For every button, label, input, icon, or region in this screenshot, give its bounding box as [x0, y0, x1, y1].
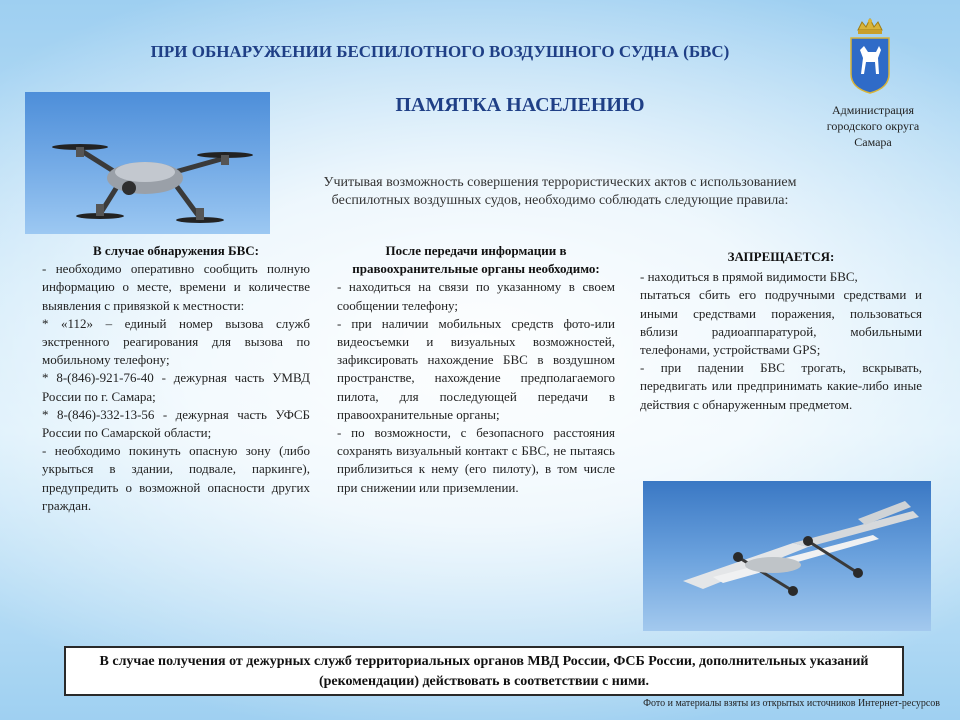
- fixed-wing-drone-photo: [643, 481, 931, 631]
- administration-label: [808, 102, 938, 150]
- prohibited-column: [640, 248, 922, 414]
- intro-line-1: Учитывая возможность совершения террористических актов с использованием: [323, 175, 797, 190]
- page-title: ПРИ ОБНАРУЖЕНИИ БЕСПИЛОТНОГО ВОЗДУШНОГО СУДНА (БВС): [150, 42, 730, 61]
- detection-item: * 8-(846)-332-13-56 - дежурная часть УФСБ России по Самарской области;: [42, 406, 310, 441]
- prohibited-item: пытаться сбить его подручными средствами и иными средствами поражения, пользоваться вблизи радиоаппаратурой, мобильными телефонами, устройствами GPS;: [640, 287, 922, 358]
- intro-text: [285, 174, 835, 210]
- prohibited-heading: ЗАПРЕЩАЕТСЯ:: [727, 249, 835, 264]
- detection-heading: В случае обнаружения БВС:: [93, 243, 259, 258]
- detection-item: - необходимо покинуть опасную зону (либо укрыться в здании, подвале, паркинге), предупредить о возможной опасности других граждан.: [42, 443, 310, 513]
- after-report-column: [337, 242, 615, 497]
- intro-line-2: беспилотных воздушных судов, необходимо соблюдать следующие правила:: [331, 193, 789, 208]
- detection-item: * 8-(846)-921-76-40 - дежурная часть УМВД России по г. Самара;: [42, 370, 310, 404]
- after-report-heading: После передачи информации в правоохранительные органы необходимо:: [352, 243, 600, 277]
- admin-line-1: Администрация: [831, 103, 915, 117]
- source-footnote: Фото и материалы взяты из открытых источников Интернет-ресурсов: [643, 698, 940, 709]
- notice-box: В случае получения от дежурных служб территориальных органов МВД России, ФСБ России, дополнительных указаний (рекомендации) действовать в соответствии с ними.: [64, 646, 904, 696]
- prohibited-item: - находиться в прямой видимости БВС,: [640, 269, 858, 285]
- after-report-item: - находиться на связи по указанному в своем сообщении телефону;: [337, 279, 615, 313]
- detection-column: [42, 242, 310, 515]
- page-subtitle: ПАМЯТКА НАСЕЛЕНИЮ: [395, 94, 645, 116]
- detection-item: * «112» – единый номер вызова служб экстренного реагирования для вызова по мобильному телефону;: [42, 315, 310, 368]
- detection-item: - необходимо оперативно сообщить полную информацию о месте, времени и количестве выявления с привязкой к местности:: [42, 261, 310, 313]
- admin-line-3: Самара: [854, 135, 892, 149]
- admin-line-2: городского округа: [826, 119, 920, 133]
- after-report-item: - по возможности, с безопасного расстояния сохранять визуальный контакт с БВС, не пытаясь приблизиться к нему (его пилоту), в том числе при снижении или приземлении.: [337, 425, 615, 495]
- coat-of-arms-emblem: [848, 16, 892, 94]
- after-report-item: - при наличии мобильных средств фото-или видеосъемки и визуальных возможностей, зафиксировать нахождение БВС в воздушном пространстве, нахождение предполагаемого пилота, для последующей передачи в правоохранительные органы;: [337, 315, 615, 422]
- quadcopter-photo: [25, 92, 270, 234]
- prohibited-item: - при падении БВС трогать, вскрывать, передвигать или предпринимать какие-либо иные действия с обнаруженным предметом.: [640, 360, 922, 412]
